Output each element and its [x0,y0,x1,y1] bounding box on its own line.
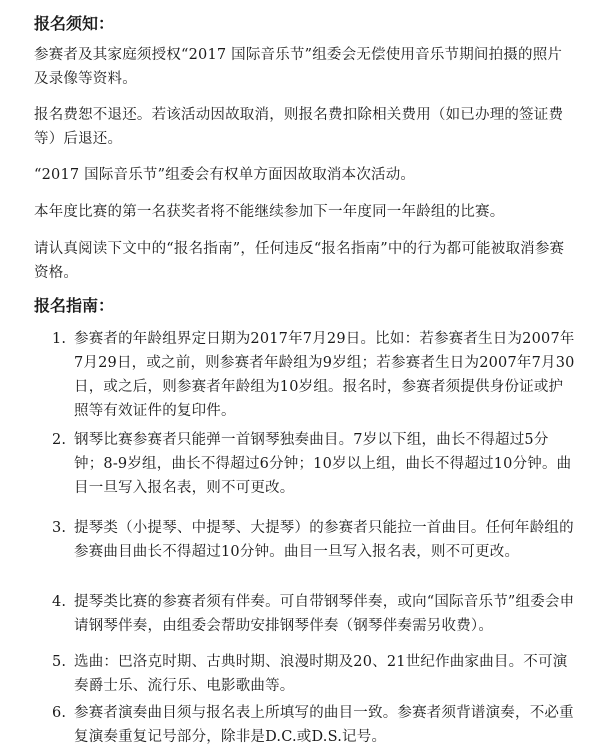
guide-item-number: 5. [52,654,67,670]
guide-item-number: 2. [52,432,67,448]
guide-item-1 [52,327,576,423]
guide-item-number: 4. [52,594,67,610]
guide-item-number: 6. [52,705,67,721]
notice-paragraph-1: 参赛者及其家庭须授权“2017 国际音乐节”组委会无偿使用音乐节期间拍摄的照片及录像等资料。 [34,47,563,87]
guide-item-2 [52,428,576,500]
guide-heading: 报名指南： [34,296,115,315]
guide-item-text: 钢琴比赛参赛者只能弹一首钢琴独奏曲目。7岁以下组，曲长不得超过5分钟；8-9岁组，曲长不得超过6分钟；10岁以上组，曲长不得超过10分钟。曲目一旦写入报名表，则不可更改。 [74,432,572,496]
notice-paragraph-4: 本年度比赛的第一名获奖者将不能继续参加下一年度同一年龄组的比赛。 [34,204,505,220]
guide-item-text: 提琴类比赛的参赛者须有伴奏。可自带钢琴伴奏，或向“国际音乐节”组委会申请钢琴伴奏，由组委会帮助安排钢琴伴奏（钢琴伴奏需另收费）。 [74,594,575,634]
guide-item-5 [52,650,576,698]
notice-paragraph-5: 请认真阅读下文中的“报名指南”，任何违反“报名指南”中的行为都可能被取消参赛资格。 [34,241,565,281]
guide-item-text: 参赛者演奏曲目须与报名表上所填写的曲目一致。参赛者须背谱演奏，不必重复演奏重复记号部分，除非是D.C.或D.S.记号。 [74,705,574,745]
guide-item-4 [52,590,576,638]
guide-item-text: 选曲：巴洛克时期、古典时期、浪漫时期及20、21世纪作曲家曲目。不可演奏爵士乐、流行乐、电影歌曲等。 [74,654,568,694]
guide-item-3 [52,516,576,564]
guide-item-text: 提琴类（小提琴、中提琴、大提琴）的参赛者只能拉一首曲目。任何年龄组的参赛曲目曲长不得超过10分钟。曲目一旦写入报名表，则不可更改。 [74,520,574,560]
guide-item-number: 1. [52,331,67,347]
notice-heading: 报名须知： [34,14,115,33]
notice-paragraph-2: 报名费恕不退还。若该活动因故取消，则报名费扣除相关费用（如已办理的签证费等）后退还。 [34,107,564,147]
guide-item-text: 参赛者的年龄组界定日期为2017年7月29日。比如：若参赛者生日为2007年7月29日，或之前，则参赛者年龄组为9岁组；若参赛者生日为2007年7月30日，或之后，则参赛者年龄组为10岁组。报名时，参赛者须提供身份证或护照等有效证件的复印件。 [74,331,575,419]
notice-paragraph-3: “2017 国际音乐节”组委会有权单方面因故取消本次活动。 [34,167,416,183]
guide-item-number: 3. [52,520,67,536]
guide-item-6 [52,701,576,749]
